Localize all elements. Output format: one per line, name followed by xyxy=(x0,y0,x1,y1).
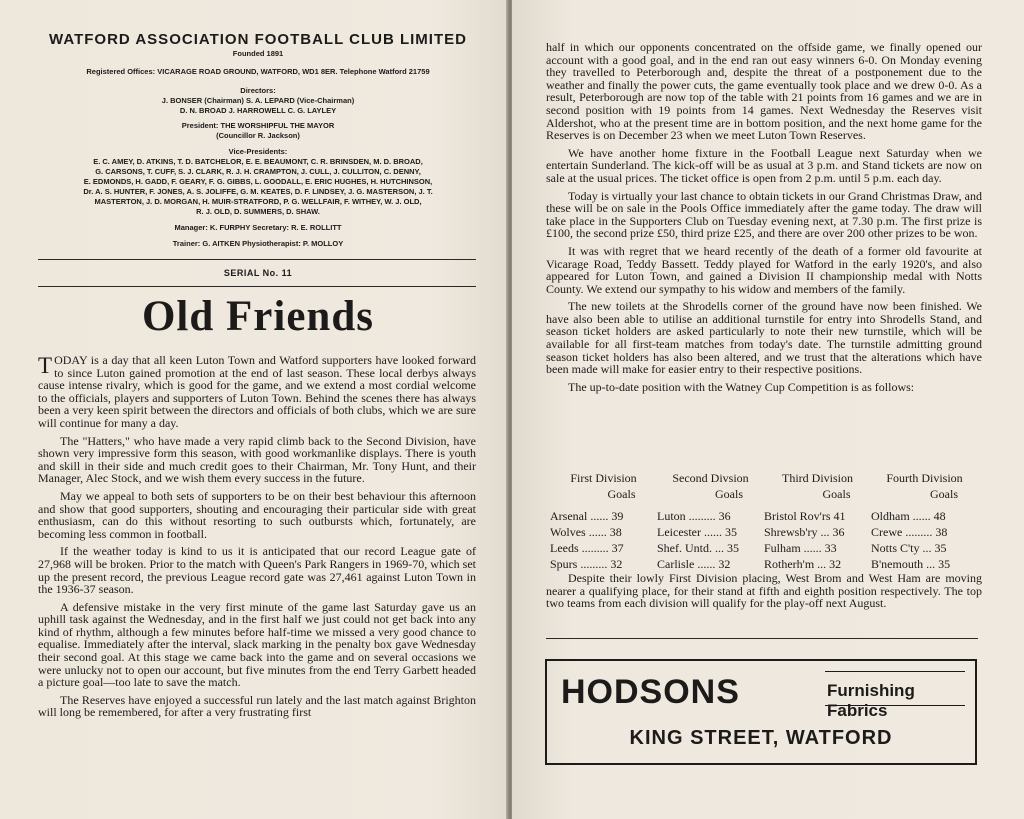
table-row xyxy=(550,524,980,540)
directors-line-1: J. BONSER (Chairman) S. A. LEPARD (Vice-Chairman) xyxy=(161,96,355,105)
goals-label: Goals xyxy=(822,486,851,501)
left-article xyxy=(38,354,476,724)
vice-presidents-line: E. EDMONDS, H. GADD, F. GEARY, F. G. GIBBS, L. GOODALL, E. ERIC HUGHES, H. HUTCHINSON, xyxy=(83,177,433,186)
goals-label: Goals xyxy=(607,486,636,501)
divider xyxy=(38,286,476,287)
divider xyxy=(546,638,978,639)
division-header: Third Division xyxy=(782,470,853,485)
table-cell: Shrewsb'ry ... 36 xyxy=(764,524,845,539)
watney-cup-table xyxy=(550,470,980,572)
table-cell: Notts C'ty ... 35 xyxy=(871,540,947,555)
goals-label: Goals xyxy=(930,486,958,501)
drop-cap: T xyxy=(38,353,53,378)
directors-line-2: D. N. BROAD J. HARROWELL C. G. LAYLEY xyxy=(179,106,337,115)
article-paragraph: It was with regret that we heard recently of the death of a former old favourite at Vicarage Road, Teddy Bassett. Teddy played for Watford in the early 1920's, and also appeared for Luton Town, and gained a Division II championship medal with Notts County. We extend our sympathy to his widow and members of the family. xyxy=(546,243,982,296)
table-header-row xyxy=(550,470,980,486)
manager-line: Manager: K. FURPHY Secretary: R. E. ROLLITT xyxy=(174,223,342,232)
advert-rule xyxy=(825,705,965,706)
headline: Old Friends xyxy=(141,293,374,340)
president-line-2: (Councillor R. Jackson) xyxy=(216,131,300,140)
advert-tagline: Furnishing Fabrics xyxy=(827,681,915,720)
article-paragraph: Today is virtually your last chance to obtain tickets in our Grand Christmas Draw, and these will be on sale in the Pools Office immediately after the game today. The draw will take place in the Supporters Club on Tuesday evening next, at 7.30 p.m. The first prize is £100, the second prize £50, third prize £25, and there are over 200 other prizes to be won. xyxy=(546,188,982,241)
vice-presidents-title: Vice-Presidents: xyxy=(228,147,288,156)
article-paragraph: We have another home fixture in the Football League next Saturday when we entertain Sunderland. The kick-off will be as usual at 3 p.m. and Stand tickets are now on sale at the usual prices. The ticket office is open from 2 p.m. until 5 p.m. each day. xyxy=(546,145,982,185)
president-line-1: President: THE WORSHIPFUL THE MAYOR xyxy=(181,121,335,130)
table-row xyxy=(550,556,980,572)
advert-address: KING STREET, WATFORD xyxy=(629,727,893,749)
serial-number: SERIAL No. 11 xyxy=(223,268,293,278)
advert-rule xyxy=(825,671,965,672)
registered-offices: Registered Offices: VICARAGE ROAD GROUND, WATFORD, WD1 8ER. Telephone Watford 21759 xyxy=(86,67,430,76)
directors-title: Directors: xyxy=(240,86,276,95)
table-row xyxy=(550,540,980,556)
article-paragraph: The Reserves have enjoyed a successful run lately and the last match against Brighton will long be remembered, for after a very frustrating first xyxy=(38,692,476,720)
goals-label: Goals xyxy=(715,486,743,501)
division-header: First Division xyxy=(570,470,637,485)
vice-presidents-line: R. J. OLD, D. SUMMERS, D. SHAW. xyxy=(196,207,320,216)
table-row xyxy=(550,508,980,524)
table-cell: Fulham ...... 33 xyxy=(764,540,837,555)
article-paragraph: A defensive mistake in the very first minute of the game last Saturday gave us an uphill task against the Wednesday, and in the first half we just could not get back into any kind of rhythm, although a few minutes before half-time we missed a very good chance to equalise. Immediately after the interval, slack marking in the penalty box gave Wednesday their second goal. At this stage we came back into the game and on several occasions we were unlucky not to open our account, but five minutes from the end Terry Garbett headed a picture goal—too late to save the match. xyxy=(38,599,476,690)
division-header: Second Divsion xyxy=(672,470,749,485)
vice-presidents-line: E. C. AMEY, D. ATKINS, T. D. BATCHELOR, E. E. BEAUMONT, C. R. BRINSDEN, M. D. BROAD, xyxy=(93,157,423,166)
article-paragraph: TODAY is a day that all keen Luton Town and Watford supporters have looked forward to since Luton gained promotion at the end of last season. These local derbys always cause intense rivalry, which is good for the game, and we extend a most cordial welcome to the officials, players and supporters of Luton Town. Behind the scenes there has always been a very keen spirit between the directors and officials of both clubs, which we are sure will continue for many a day. xyxy=(38,353,476,430)
article-paragraph: Despite their lowly First Division placing, West Brom and West Ham are moving nearer a qualifying place, for their stand at fifth and eighth position respectively. The top two teams from each division will qualify for the play-off next August. xyxy=(546,571,982,611)
left-page xyxy=(0,0,508,819)
table-cell: Shef. Untd. ... 35 xyxy=(657,540,739,555)
division-header: Fourth Division xyxy=(886,470,963,485)
advert-brand: HODSONS xyxy=(561,673,740,711)
vice-presidents-line: G. CARSONS, T. CUFF, S. J. CLARK, R. J. H. CRAMPTON, J. CULL, J. CULLITON, C. DENNY, xyxy=(95,167,421,176)
divider xyxy=(38,259,476,260)
table-cell: Oldham ...... 48 xyxy=(871,508,946,523)
trainer-line: Trainer: G. AITKEN Physiotherapist: P. MOLLOY xyxy=(172,239,344,248)
table-cell: Arsenal ...... 39 xyxy=(550,508,624,523)
cup-commentary xyxy=(546,572,982,610)
table-cell: Wolves ...... 38 xyxy=(550,524,622,539)
table-cell: Luton ......... 36 xyxy=(657,508,731,523)
table-cell: B'nemouth ... 35 xyxy=(871,556,951,571)
article-paragraph: The "Hatters," who have made a very rapid climb back to the Second Division, have shown very impressive form this season, with good workmanlike displays. There is youth and skill in their side and much credit goes to their Chairman, Mr. Tony Hunt, and their Manager, Alec Stock, and we wish them every success in the future. xyxy=(38,433,476,486)
vice-presidents-line: MASTERTON, J. D. MORGAN, H. MUIR-STRATFORD, P. G. WELLFAIR, F. WITHEY, W. J. OLD, xyxy=(94,197,422,206)
article-paragraph: May we appeal to both sets of supporters to be on their best behaviour this afternoon and show that good supporters, shouting and encouraging their particular side with great enthusiasm, can do this without resorting to such outbursts which, fortunately, are becoming less common in football. xyxy=(38,488,476,541)
table-cell: Leeds ......... 37 xyxy=(550,540,624,555)
article-paragraph: The new toilets at the Shrodells corner of the ground have now been finished. We have also been able to utilise an additional turnstile for entry into Shrodells Stand, and season ticket holders are asked particularly to note their new turnstile, which will be available for all first-team matches from today's date. The turnstile admitting ground season ticket holders has also been altered, and we trust that the alterations which have been made will make for easier entry to their respective positions. xyxy=(546,299,982,377)
goals-header-row xyxy=(550,486,980,502)
vice-presidents-line: Dr. A. S. HUNTER, F. JONES, A. S. JOLIFFE, G. M. KEATES, D. F. LINDSEY, J. G. MASTERSON, J. T. xyxy=(83,187,433,196)
table-cell: Spurs ......... 32 xyxy=(550,556,623,571)
article-paragraph: half in which our opponents concentrated on the offside game, we finally opened our account with a good goal, and in the end ran out easy winners 6-0. On Monday evening they travelled to Peterborough and, despite the threat of a postponement due to the weather and finally the power cuts, the game eventually took place and we drew 0-0. As a result, Peterborough are now top of the table with 21 points from 16 games and we are in second position with 19 points from 14 games. Next Wednesday the Reserves visit Aldershot, who at the present time are in bottom position, and the next home game for the Reserves is on December 23 when we meet Luton Town Reserves. xyxy=(546,40,982,143)
article-paragraph: If the weather today is kind to us it is anticipated that our record League gate of 27,968 will be broken. Prior to the match with Queen's Park Rangers in 1969-70, which set up the present record, the previous League record gate was 27,461 against Luton Town in the 1936-37 season. xyxy=(38,544,476,597)
table-cell: Leicester ...... 35 xyxy=(657,524,737,539)
article-paragraph: The up-to-date position with the Watney Cup Competition is as follows: xyxy=(568,379,915,394)
table-cell: Carlisle ...... 32 xyxy=(657,556,731,571)
right-article xyxy=(546,41,982,398)
table-cell: Rotherh'm ... 32 xyxy=(764,556,842,571)
hodsons-advert xyxy=(545,659,977,765)
founded-line: Founded 1891 xyxy=(232,49,284,58)
table-cell: Crewe ......... 38 xyxy=(871,524,948,539)
club-name: WATFORD ASSOCIATION FOOTBALL CLUB LIMITED xyxy=(49,31,467,48)
table-cell: Bristol Rov'rs 41 xyxy=(764,508,846,523)
